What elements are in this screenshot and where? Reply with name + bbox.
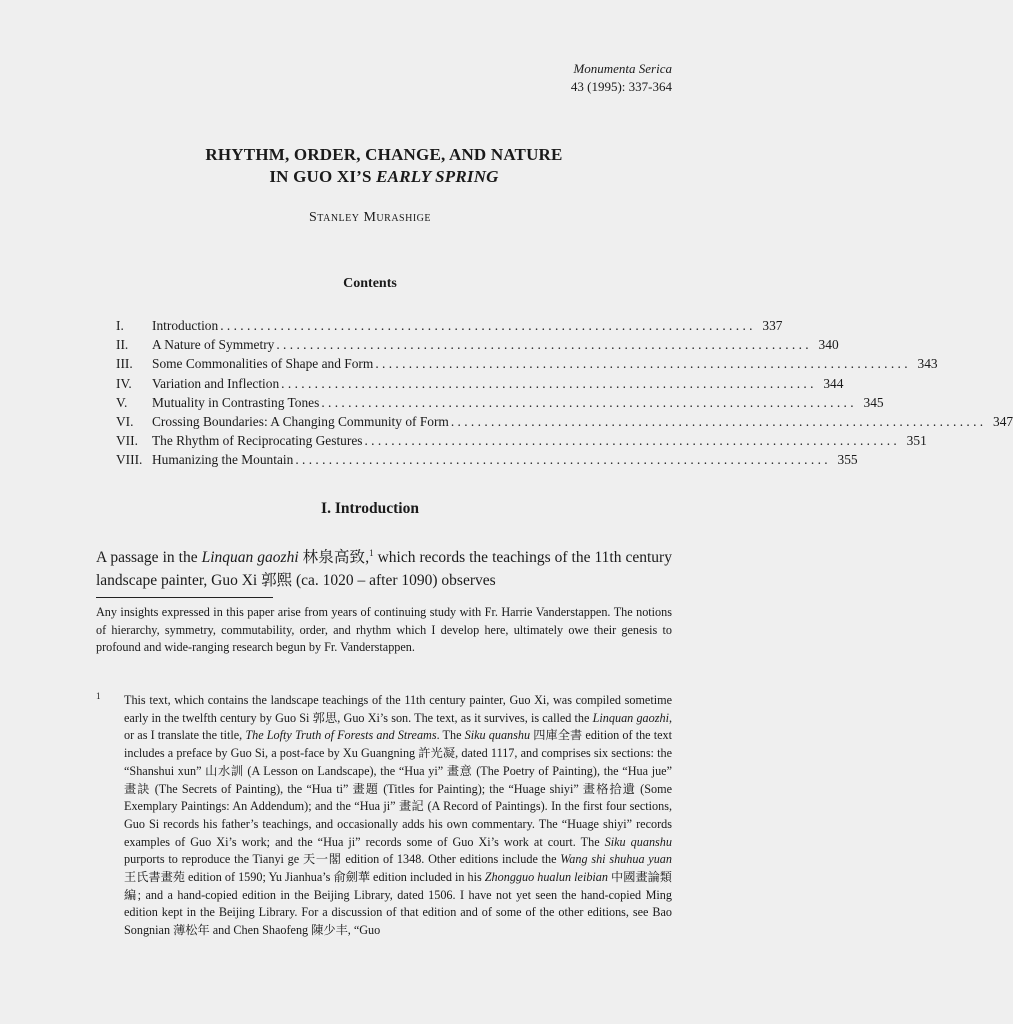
toc-entry-label: Humanizing the Mountain [152, 452, 294, 468]
toc-leader-dots: . . . . . . . . . . . . . . . . . . . . . . . . . . . . . . . . . . . . . . . . . . . . . . . . . . . . . . . . . . . . . . . . . . . . . . . . . . . . . . . . [220, 318, 753, 333]
toc-entry-page: 355 [837, 452, 858, 468]
toc-entry-number: VII. [116, 433, 138, 449]
fn1-italic-5: Wang shi shuhua yuan [560, 852, 672, 867]
journal-citation [571, 60, 672, 96]
toc-entry-page: 343 [917, 356, 938, 372]
toc-entry-label: The Rhythm of Reciprocating Gestures [152, 433, 363, 449]
toc-leader-dots: . . . . . . . . . . . . . . . . . . . . . . . . . . . . . . . . . . . . . . . . . . . . . . . . . . . . . . . . . . . . . . . . . . . . . . . . . . . . . . . . [364, 433, 897, 449]
toc-leader-dots: . . . . . . . . . . . . . . . . . . . . . . . . . . . . . . . . . . . . . . . . . . . . . . . . . . . . . . . . . . . . . . . . . . . . . . . . . . . . . . . . [450, 413, 984, 429]
toc-entry-page: 345 [863, 394, 884, 410]
toc-entry [116, 318, 783, 337]
toc-entry-label: Introduction [152, 318, 219, 333]
toc-leader-dots: . . . . . . . . . . . . . . . . . . . . . . . . . . . . . . . . . . . . . . . . . . . . . . . . . . . . . . . . . . . . . . . . . . . . . . . . . . . . . . . . [321, 394, 854, 410]
footnote-acknowledgment: Any insights expressed in this paper arise from years of continuing study with Fr. Harrie Vanderstappen. The notions of hierarchy, symmetry, commutability, order, and rhythm which I develop here, ultimately owe their genesis to profound and wide-ranging research begun by Fr. Vanderstappen. [96, 605, 672, 654]
fn1-seg-a: This text, which contains the landscape teachings of the 11th century painter, Guo Xi, was compiled sometime early in the twelfth century by Guo Si 郭思, Guo Xi’s son. The text, as it survives, is called the [124, 693, 672, 725]
toc-entry-page: 337 [762, 318, 783, 333]
section-heading: I. Introduction [321, 500, 419, 517]
body-text-b: 林泉高致, [298, 549, 370, 567]
article-title [0, 144, 768, 188]
title-line-1: RHYTHM, ORDER, CHANGE, AND NATURE [205, 145, 563, 164]
title-line-2-prefix: IN GUO XI’S [269, 167, 377, 186]
toc-entry-number: I. [116, 318, 124, 333]
toc-entry-page: 340 [818, 337, 839, 353]
toc-entry [116, 375, 844, 395]
toc-entry-page: 351 [906, 433, 927, 449]
toc-leader-dots: . . . . . . . . . . . . . . . . . . . . . . . . . . . . . . . . . . . . . . . . . . . . . . . . . . . . . . . . . . . . . . . . . . . . . . . . . . . . . . . . [375, 356, 908, 372]
toc-leader-dots: . . . . . . . . . . . . . . . . . . . . . . . . . . . . . . . . . . . . . . . . . . . . . . . . . . . . . . . . . . . . . . . . . . . . . . . . . . . . . . . . [281, 375, 814, 391]
toc-entry-number: VI. [116, 413, 134, 429]
footnote-rule [96, 597, 273, 598]
fn1-italic-1: Linquan gaozhi [592, 710, 669, 725]
toc-entry [116, 356, 938, 375]
contents-heading: Contents [343, 276, 397, 291]
toc-entry-number: V. [116, 394, 128, 410]
toc-entry-label: Crossing Boundaries: A Changing Community of Form [152, 413, 449, 429]
fn1-seg-f: 王氏書畫苑 edition of 1590; Yu Jianhua’s 俞劍華 edition included in his [124, 870, 485, 885]
footnote-1-text [124, 692, 672, 940]
toc-entry-number: II. [116, 337, 129, 353]
body-text-c: which records the teachings of the 11th century landscape painter, Guo Xi 郭熙 (ca. 1020 – after 1090) observes [96, 549, 672, 590]
fn1-seg-c: . The [436, 728, 465, 743]
fn1-seg-g: 中國畫論類編; and a hand-copied edition in the Beijing Library, dated 1506. I have not yet seen the hand-copied Ming edition kept in the Beijing Library. For a discussion of that edition and of some of the other editions, see Bao Songnian 薄松年 and Chen Shaofeng 陳少丰, “Guo [124, 870, 672, 938]
toc-entry-number: VIII. [116, 452, 143, 468]
fn1-italic-3: Siku quanshu [464, 728, 531, 743]
body-paragraph [96, 542, 672, 592]
toc-entry-label: Variation and Inflection [152, 375, 280, 391]
toc-entry [116, 452, 858, 471]
title-line-2-italic: EARLY SPRING [376, 167, 499, 186]
toc-leader-dots: . . . . . . . . . . . . . . . . . . . . . . . . . . . . . . . . . . . . . . . . . . . . . . . . . . . . . . . . . . . . . . . . . . . . . . . . . . . . . . . . [295, 452, 828, 468]
toc-entry-number: IV. [116, 375, 132, 391]
table-of-contents [116, 318, 1013, 472]
footnote-1-mark: 1 [96, 691, 101, 701]
journal-name: Monumenta Serica [573, 61, 672, 76]
author-name: Stanley Murashige [309, 210, 431, 225]
footnote-ref: 1 [369, 548, 374, 558]
toc-entry [116, 394, 884, 414]
fn1-italic-4: Siku quanshu [604, 834, 672, 849]
fn1-seg-e: purports to reproduce the Tianyi ge 天一閣 edition of 1348. Other editions include the [124, 852, 561, 867]
toc-entry-number: III. [116, 356, 133, 372]
toc-entry-label: Mutuality in Contrasting Tones [152, 394, 320, 410]
body-text-a: A passage in the [96, 549, 202, 567]
body-text-italic: Linquan gaozhi [201, 549, 299, 567]
toc-entry [116, 337, 839, 356]
toc-entry-label: Some Commonalities of Shape and Form [152, 356, 374, 372]
fn1-italic-6: Zhongguo hualun leibian [484, 870, 608, 885]
toc-entry [116, 433, 927, 452]
fn1-seg-b: , or as I translate the title, [124, 710, 672, 743]
footnote-1 [96, 692, 672, 940]
toc-entry-label: A Nature of Symmetry [152, 337, 275, 353]
toc-entry-page: 347 [993, 413, 1013, 429]
fn1-seg-d: 四庫全書 edition of the text includes a preface by Guo Si, a post-face by Xu Guangning 許光凝, dated 1117, and comprises six sections: the “Shanshui xun” 山水訓 (A Lesson on Landscape), the “Hua yi” 畫意 (The Poetry of Painting), the “Hua jue” 畫訣 (The Secrets of Painting), the “Hua ti” 畫題 (Titles for Painting); the “Huage shiyi” 畫格拾遺 (Some Exemplary Paintings: An Addendum); and the “Hua ji” 畫記 (A Record of Paintings). In the first four sections, Guo Si records his father’s teachings, and occasionally adds his own commentary. The “Huage shiyi” records examples of Guo Xi’s work; and the “Hua ji” records some of Guo Xi’s work at court. The [124, 728, 672, 849]
toc-entry [116, 413, 1013, 433]
fn1-italic-2: The Lofty Truth of Forests and Streams [245, 728, 437, 743]
toc-entry-page: 344 [823, 375, 844, 391]
title-line-2 [0, 166, 768, 188]
toc-leader-dots: . . . . . . . . . . . . . . . . . . . . . . . . . . . . . . . . . . . . . . . . . . . . . . . . . . . . . . . . . . . . . . . . . . . . . . . . . . . . . . . . [276, 337, 809, 353]
journal-volume: 43 (1995): 337-364 [570, 79, 672, 94]
